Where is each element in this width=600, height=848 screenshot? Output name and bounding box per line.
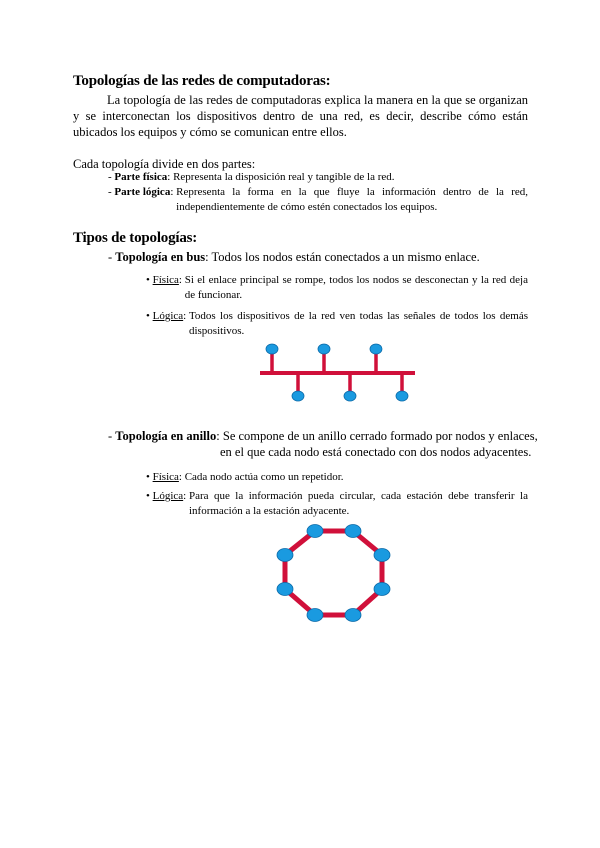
ring-nodes xyxy=(277,525,390,622)
ring-node xyxy=(307,525,323,538)
part-fisica-desc: Representa la disposición real y tangible de la red. xyxy=(173,171,395,183)
bus-node xyxy=(344,391,356,401)
ring-node xyxy=(277,549,293,562)
part-fisica-item: - Parte física: Representa la disposición real y tangible de la red. xyxy=(108,171,395,183)
ring-node xyxy=(345,525,361,538)
ring-logical-item: • Lógica: Para que la información pueda circular, cada estación debe transferir la información a la estación adyacente. xyxy=(146,490,528,517)
part-logica-item: - Parte lógica: Representa la forma en la que fluye la información dentro de la red, independientemente de cómo estén conectados los equipos. xyxy=(108,186,528,213)
ring-logical-label: Lógica xyxy=(152,490,184,502)
ring-node xyxy=(307,609,323,622)
part-fisica-term: Parte física xyxy=(114,171,168,183)
ring-term: Topología en anillo xyxy=(115,429,217,443)
bus-physical-label: Física xyxy=(152,274,179,286)
part-logica-desc: Representa la forma en la que fluye la información dentro de la red, independientemente de cómo estén conectados los equipos. xyxy=(176,186,528,213)
ring-node xyxy=(374,549,390,562)
bus-desc: Todos los nodos están conectados a un mismo enlace. xyxy=(211,250,480,264)
parts-intro: Cada topología divide en dos partes: xyxy=(73,157,256,171)
bus-item: - Topología en bus: Todos los nodos están conectados a un mismo enlace. xyxy=(108,250,480,264)
ring-link xyxy=(285,531,382,615)
ring-topology-diagram xyxy=(270,522,400,632)
bus-logical-item: • Lógica: Todos los dispositivos de la red ven todas las señales de todos los demás dispositivos. xyxy=(146,310,528,337)
ring-physical-desc: Cada nodo actúa como un repetidor. xyxy=(184,471,344,483)
part-logica-term: Parte lógica xyxy=(114,186,171,198)
ring-physical-item: • Física: Cada nodo actúa como un repetidor. xyxy=(146,471,344,483)
ring-node xyxy=(374,583,390,596)
ring-node xyxy=(345,609,361,622)
bus-physical-item: • Física: Si el enlace principal se rompe, todos los nodos se desconectan y la red deja de funcionar. xyxy=(146,274,528,301)
bus-node xyxy=(292,391,304,401)
ring-item: - Topología en anillo: Se compone de un anillo cerrado formado por nodos y enlaces, en el que cada nodo está conectado con dos nodos adyacentes. xyxy=(108,428,548,460)
bus-physical-desc: Si el enlace principal se rompe, todos los nodos se desconectan y la red deja de funcionar. xyxy=(184,274,528,301)
ring-logical-desc: Para que la información pueda circular, cada estación debe transferir la información a la estación adyacente. xyxy=(188,490,528,517)
bus-term: Topología en bus xyxy=(115,250,206,264)
ring-node xyxy=(277,583,293,596)
bus-links xyxy=(260,350,415,395)
bus-logical-desc: Todos los dispositivos de la red ven todas las señales de todos los demás dispositivos. xyxy=(188,310,528,337)
ring-desc-line1: Se compone de un anillo cerrado formado por nodos y enlaces, xyxy=(222,429,538,443)
bus-topology-diagram xyxy=(255,340,420,406)
intro-paragraph: La topología de las redes de computadoras explica la manera en la que se organizan y se interconectan los dispositivos dentro de una red, es decir, describe cómo están ubicados los equipos y cómo se comunican entre ellos. xyxy=(73,93,528,139)
bus-node xyxy=(318,344,330,354)
section-heading-topologias: Topologías de las redes de computadoras: xyxy=(73,73,331,89)
ring-desc-line2: en el que cada nodo está conectado con dos nodos adyacentes. xyxy=(220,445,532,459)
bus-node xyxy=(396,391,408,401)
bus-node xyxy=(266,344,278,354)
bus-node xyxy=(370,344,382,354)
bus-logical-label: Lógica xyxy=(152,310,184,322)
ring-physical-label: Física xyxy=(152,471,179,483)
section-heading-tipos: Tipos de topologías: xyxy=(73,230,198,246)
